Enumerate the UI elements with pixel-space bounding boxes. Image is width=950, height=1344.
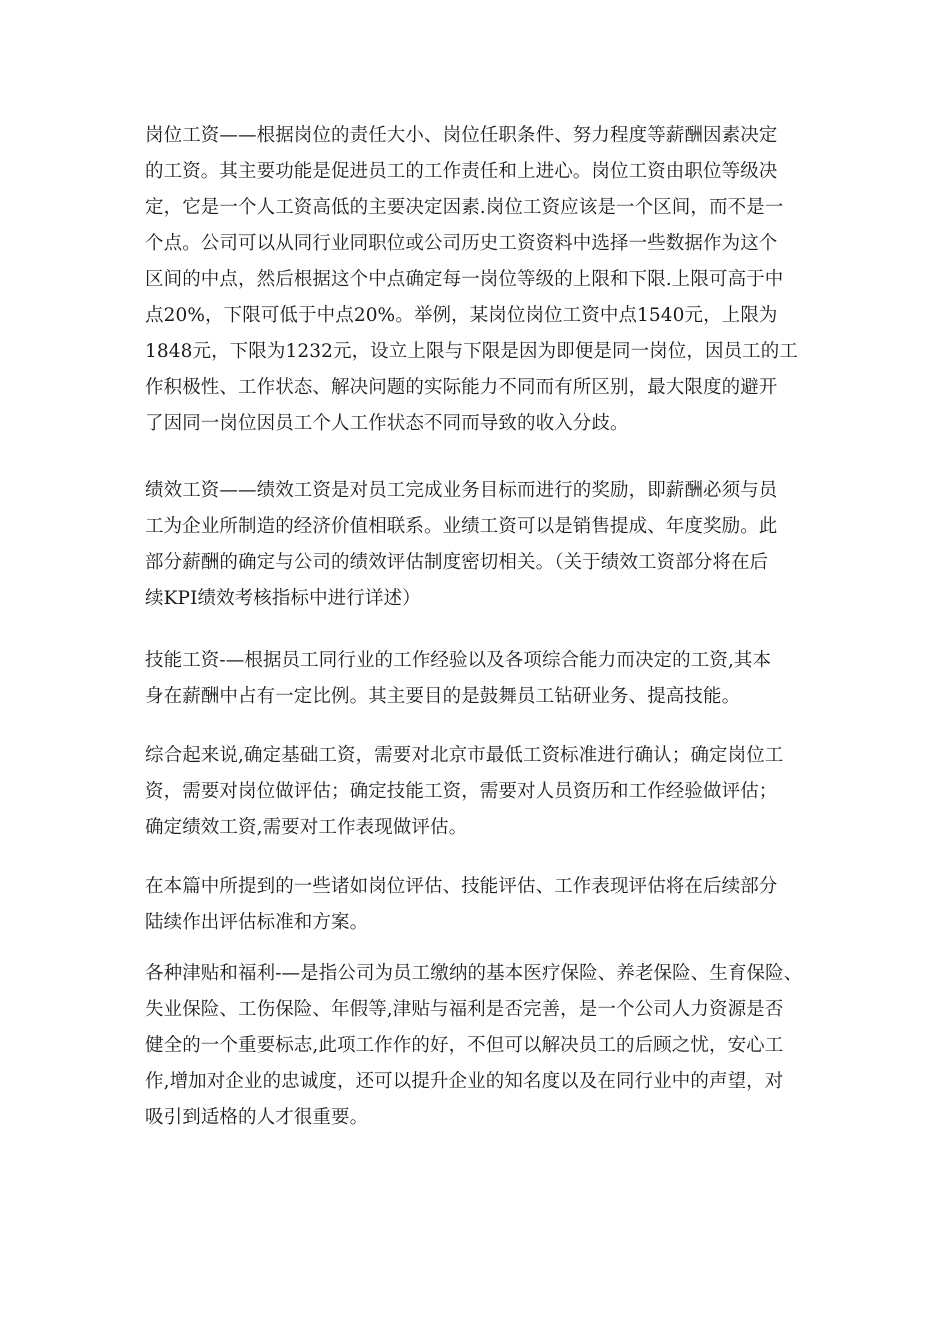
- text-line: 了因同一岗位因员工个人工作状态不同而导致的收入分歧。: [145, 413, 629, 434]
- text-line: 综合起来说,确定基础工资，需要对北京市最低工资标准进行确认；确定岗位工: [145, 745, 784, 766]
- text-line: 在本篇中所提到的一些诸如岗位评估、技能评估、工作表现评估将在后续部分: [145, 876, 778, 897]
- text-line: 定，它是一个人工资高低的主要决定因素.岗位工资应该是一个区间，而不是一: [145, 197, 784, 218]
- text-line: 区间的中点，然后根据这个中点确定每一岗位等级的上限和下限.上限可高于中: [145, 269, 784, 290]
- paragraph-evaluation-note: [145, 869, 825, 941]
- text-line: 技能工资-—根据员工同行业的工作经验以及各项综合能力而决定的工资,其本: [145, 650, 772, 671]
- text-line: 续KPI绩效考核指标中进行详述）: [145, 588, 421, 609]
- paragraph-position-salary: [145, 118, 825, 442]
- text-line: 陆续作出评估标准和方案。: [145, 912, 369, 933]
- text-line: 的工资。其主要功能是促进员工的工作责任和上进心。岗位工资由职位等级决: [145, 161, 778, 182]
- text-line: 健全的一个重要标志,此项工作作的好，不但可以解决员工的后顾之忧，安心工: [145, 1035, 784, 1056]
- text-line: 绩效工资——绩效工资是对员工完成业务目标而进行的奖励，即薪酬必须与员: [145, 480, 778, 501]
- text-line: 失业保险、工伤保险、年假等,津贴与福利是否完善，是一个公司人力资源是否: [145, 999, 784, 1020]
- text-line: 点20%，下限可低于中点20%。举例，某岗位岗位工资中点1540元，上限为: [145, 305, 778, 326]
- text-line: 作,增加对企业的忠诚度，还可以提升企业的知名度以及在同行业中的声望，对: [145, 1071, 784, 1092]
- text-line: 工为企业所制造的经济价值相联系。业绩工资可以是销售提成、年度奖励。此: [145, 516, 778, 537]
- text-line: 确定绩效工资,需要对工作表现做评估。: [145, 817, 468, 838]
- text-line: 作积极性、工作状态、解决问题的实际能力不同而有所区别，最大限度的避开: [145, 377, 778, 398]
- text-line: 部分薪酬的确定与公司的绩效评估制度密切相关。（关于绩效工资部分将在后: [145, 552, 769, 573]
- paragraph-skill-salary: [145, 643, 825, 715]
- paragraph-allowances-benefits: [145, 956, 825, 1136]
- text-line: 吸引到适格的人才很重要。: [145, 1107, 369, 1128]
- text-line: 身在薪酬中占有一定比例。其主要目的是鼓舞员工钻研业务、提高技能。: [145, 686, 741, 707]
- text-line: 资，需要对岗位做评估；确定技能工资，需要对人员资历和工作经验做评估；: [145, 781, 778, 802]
- paragraph-summary: [145, 738, 825, 846]
- paragraph-performance-salary: [145, 473, 825, 617]
- text-line: 岗位工资——根据岗位的责任大小、岗位任职条件、努力程度等薪酬因素决定: [145, 125, 778, 146]
- text-line: 各种津贴和福利-—是指公司为员工缴纳的基本医疗保险、养老保险、生育保险、: [145, 963, 803, 984]
- text-line: 个点。公司可以从同行业同职位或公司历史工资资料中选择一些数据作为这个: [145, 233, 778, 254]
- text-line: 1848元，下限为1232元，设立上限与下限是因为即便是同一岗位，因员工的工: [145, 341, 798, 362]
